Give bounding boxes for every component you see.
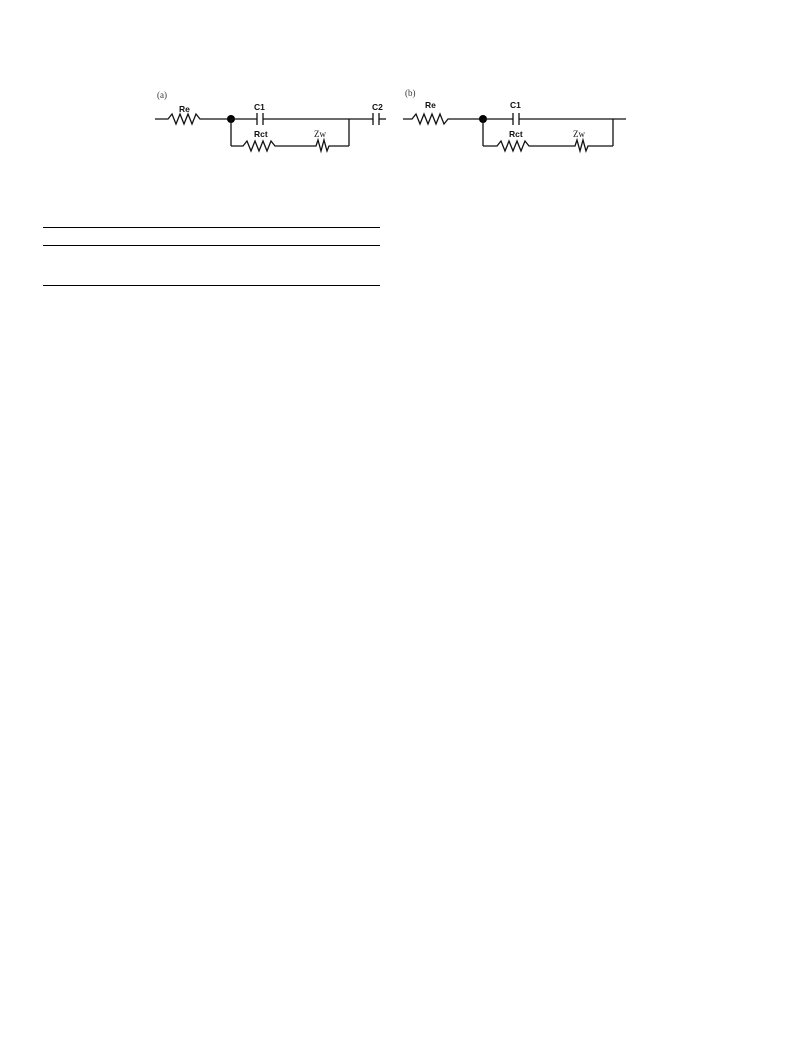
c1-label-b: C1 <box>510 100 521 110</box>
circuit-a <box>155 90 386 151</box>
re-label-a: Re <box>179 104 190 114</box>
capacitor-c1-b <box>483 113 626 125</box>
rct-label-b: Rct <box>509 129 523 139</box>
table-header-rule <box>43 245 380 246</box>
table-top-rule <box>43 227 380 228</box>
c2-label-a: C2 <box>372 102 383 112</box>
panel-a-label: (a) <box>157 90 167 100</box>
capacitor-c1-a <box>231 113 349 125</box>
re-label-b: Re <box>425 100 436 110</box>
branch-rct-zw-b <box>483 119 613 151</box>
circuit-b <box>403 88 626 151</box>
c1-label-a: C1 <box>254 102 265 112</box>
capacitor-c2-a <box>349 113 386 125</box>
rct-label-a: Rct <box>254 129 268 139</box>
resistor-re-b <box>403 114 483 124</box>
zw-label-b: Zw <box>573 129 585 139</box>
panel-b-label: (b) <box>405 88 416 98</box>
equivalent-circuit-figure <box>0 0 793 200</box>
branch-rct-zw-a <box>231 119 349 151</box>
zw-label-a: Zw <box>314 129 326 139</box>
table-bottom-rule <box>43 285 380 286</box>
resistor-re-a <box>155 114 231 124</box>
